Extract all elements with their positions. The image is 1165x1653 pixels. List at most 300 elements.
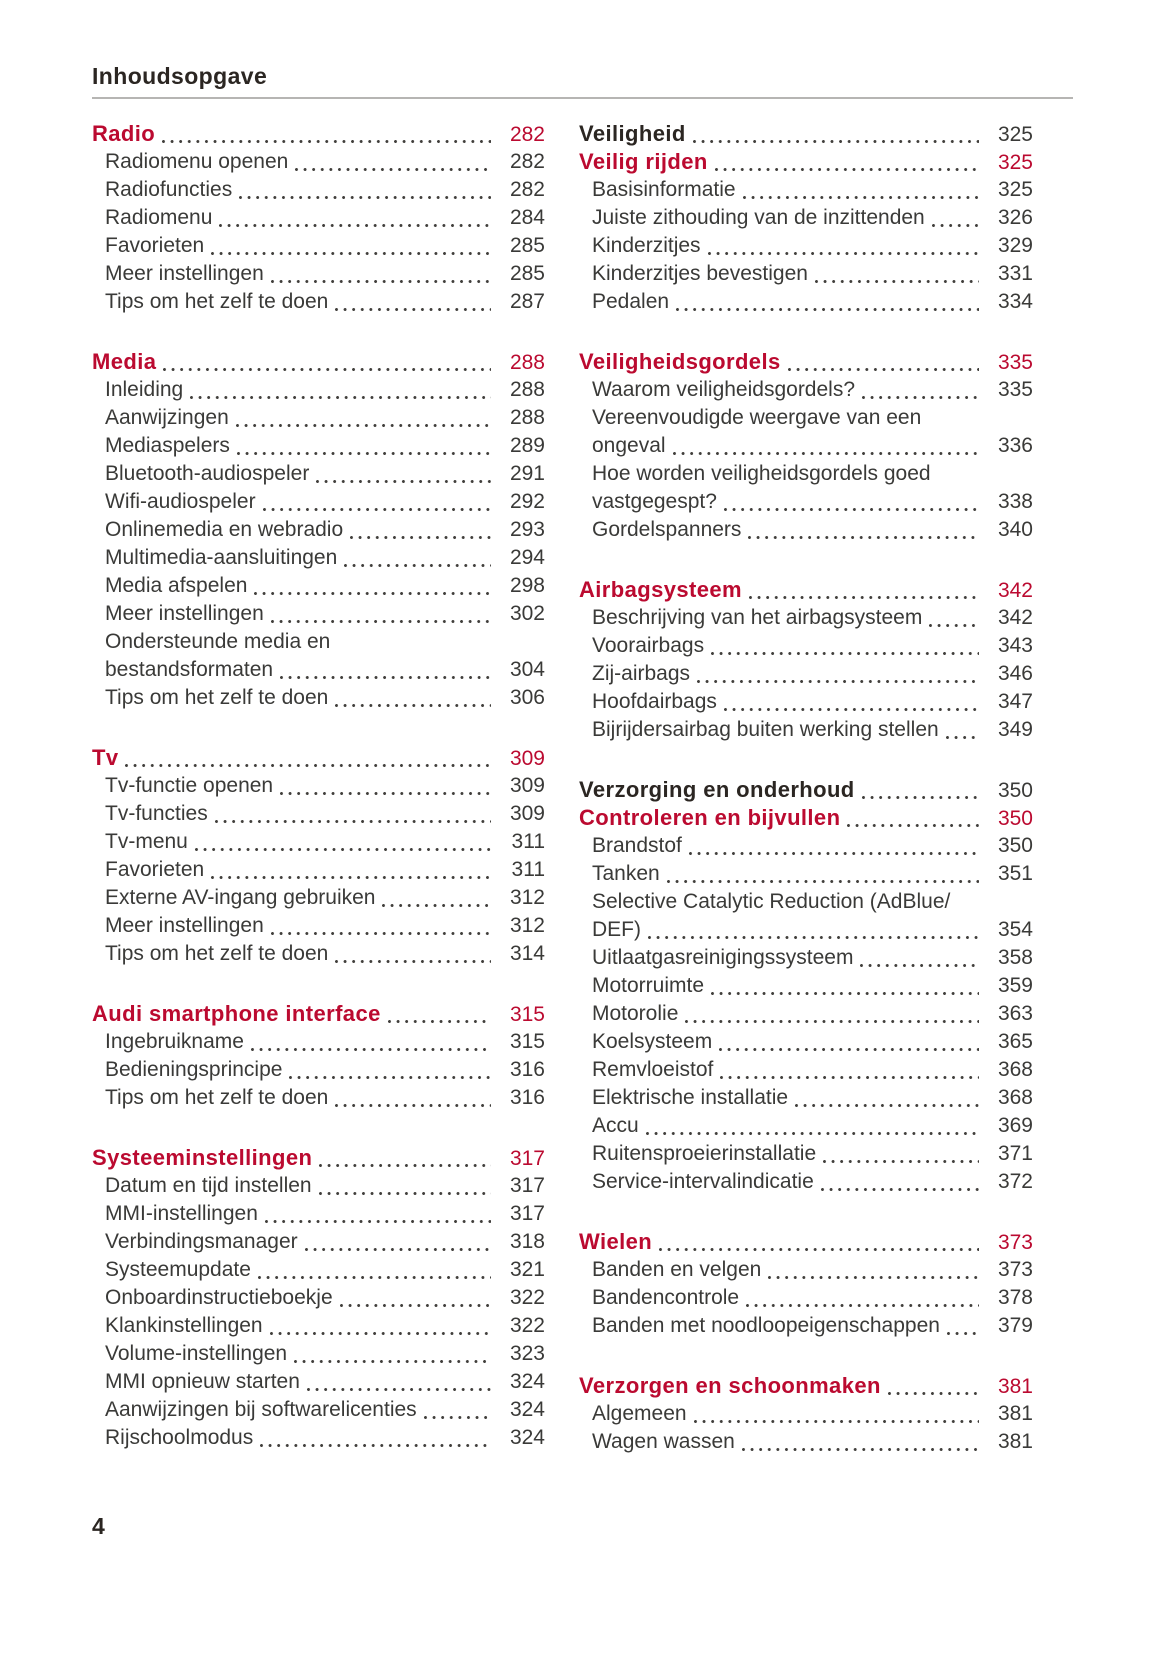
page-ref: 372 xyxy=(997,1170,1033,1193)
page-ref: 324 xyxy=(509,1426,545,1449)
dot-leader xyxy=(211,856,491,884)
entry-label: Pedalen xyxy=(592,290,670,313)
page-ref: 379 xyxy=(997,1314,1033,1337)
page-ref: 282 xyxy=(509,150,545,173)
entry-label: Motorruimte xyxy=(592,974,705,997)
dot-leader xyxy=(888,1372,979,1400)
entry-label: Datum en tijd instellen xyxy=(105,1174,312,1197)
chapter-title: Controleren en bijvullen xyxy=(579,805,841,830)
toc-section xyxy=(92,744,545,968)
page-ref: 368 xyxy=(997,1058,1033,1081)
entry-label: Remvloeistof xyxy=(592,1058,714,1081)
toc-entry xyxy=(579,260,1033,288)
toc-entry xyxy=(92,772,545,800)
page-ref: 309 xyxy=(509,747,545,770)
entry-label: Kinderzitjes bevestigen xyxy=(592,262,808,285)
page-ref: 316 xyxy=(509,1058,545,1081)
toc-entry xyxy=(579,204,1033,232)
toc-entry xyxy=(92,516,545,544)
dot-leader xyxy=(659,1228,979,1256)
chapter-heading-row xyxy=(579,804,1033,832)
entry-label: Klankinstellingen xyxy=(105,1314,263,1337)
toc-section xyxy=(579,576,1033,744)
page-ref: 350 xyxy=(997,807,1033,830)
toc-entry xyxy=(579,832,1033,860)
toc-entry-wrap-first xyxy=(579,460,1033,488)
part-title: Verzorging en onderhoud xyxy=(579,777,855,802)
entry-label: Favorieten xyxy=(105,234,205,257)
entry-label: Koelsysteem xyxy=(592,1030,713,1053)
toc-entry xyxy=(579,1428,1033,1456)
toc-entry xyxy=(92,1368,545,1396)
entry-label: Tips om het zelf te doen xyxy=(105,1086,329,1109)
dot-leader xyxy=(319,1144,491,1172)
toc-section xyxy=(92,1144,545,1452)
toc-entry xyxy=(92,940,545,968)
entry-label: Uitlaatgasreinigingssysteem xyxy=(592,946,854,969)
dot-leader xyxy=(162,120,491,148)
chapter-title: Media xyxy=(92,349,157,374)
page-ref: 285 xyxy=(509,262,545,285)
entry-label: Systeemupdate xyxy=(105,1258,251,1281)
page-ref: 318 xyxy=(509,1230,545,1253)
entry-label: Meer instellingen xyxy=(105,914,264,937)
dot-leader xyxy=(689,832,979,860)
dot-leader xyxy=(335,288,491,316)
dot-leader xyxy=(862,776,979,804)
dot-leader xyxy=(260,1424,491,1452)
chapter-title: Airbagsysteem xyxy=(579,577,742,602)
page-ref: 381 xyxy=(997,1430,1033,1453)
dot-leader xyxy=(307,1368,491,1396)
page-ref: 368 xyxy=(997,1086,1033,1109)
page-ref: 317 xyxy=(509,1147,545,1170)
page-ref: 363 xyxy=(997,1002,1033,1025)
page-ref: 350 xyxy=(997,779,1033,802)
page-ref: 282 xyxy=(509,123,545,146)
dot-leader xyxy=(708,232,979,260)
page-ref: 314 xyxy=(509,942,545,965)
page-ref: 336 xyxy=(997,434,1033,457)
dot-leader xyxy=(258,1256,491,1284)
page-ref: 285 xyxy=(509,234,545,257)
page-ref: 321 xyxy=(509,1258,545,1281)
toc-entry xyxy=(92,260,545,288)
dot-leader xyxy=(340,1284,491,1312)
page-ref: 311 xyxy=(511,858,545,881)
entry-label: Basisinformatie xyxy=(592,178,736,201)
chapter-heading-row xyxy=(92,1000,545,1028)
toc-entry xyxy=(92,912,545,940)
page-ref: 325 xyxy=(997,151,1033,174)
page-ref: 342 xyxy=(997,606,1033,629)
toc-entry xyxy=(92,404,545,432)
toc-entry-wrap-first xyxy=(92,628,545,656)
page-ref: 334 xyxy=(997,290,1033,313)
toc-section xyxy=(579,1372,1033,1456)
toc-entry xyxy=(579,1056,1033,1084)
entry-label: Juiste zithouding van de inzittenden xyxy=(592,206,925,229)
toc-column-right xyxy=(579,120,1033,1456)
dot-leader xyxy=(265,1200,491,1228)
toc-entry xyxy=(579,288,1033,316)
part-heading-row xyxy=(579,120,1033,148)
dot-leader xyxy=(719,1028,979,1056)
entry-label: MMI-instellingen xyxy=(105,1202,258,1225)
entry-label: Motorolie xyxy=(592,1002,679,1025)
page-ref: 346 xyxy=(997,662,1033,685)
toc-entry xyxy=(579,1028,1033,1056)
dot-leader xyxy=(237,432,491,460)
toc-entry xyxy=(92,1396,545,1424)
toc-entry xyxy=(92,656,545,684)
toc-column-left xyxy=(92,120,545,1456)
entry-label: Tv-functie openen xyxy=(105,774,274,797)
page-ref: 329 xyxy=(997,234,1033,257)
dot-leader xyxy=(263,488,491,516)
page-ref: 322 xyxy=(509,1286,545,1309)
dot-leader xyxy=(720,1056,979,1084)
entry-label: Bedieningsprincipe xyxy=(105,1058,283,1081)
toc-entry xyxy=(92,1228,545,1256)
chapter-title: Radio xyxy=(92,121,156,146)
entry-label: Zij-airbags xyxy=(592,662,691,685)
toc-entry xyxy=(579,432,1033,460)
dot-leader xyxy=(344,544,491,572)
part-heading-row xyxy=(579,776,1033,804)
page-ref: 315 xyxy=(509,1003,545,1026)
toc-entry xyxy=(92,204,545,232)
chapter-heading-row xyxy=(579,1372,1033,1400)
entry-label: Rijschoolmodus xyxy=(105,1426,254,1449)
toc-entry xyxy=(92,1200,545,1228)
entry-label: Waarom veiligheidsgordels? xyxy=(592,378,856,401)
toc-entry xyxy=(579,660,1033,688)
entry-label: Ruitensproeierinstallatie xyxy=(592,1142,817,1165)
entry-label: vastgegespt? xyxy=(592,490,717,513)
entry-label: Banden met noodloopeigenschappen xyxy=(592,1314,940,1337)
page-ref: 373 xyxy=(997,1258,1033,1281)
toc-entry xyxy=(579,972,1033,1000)
dot-leader xyxy=(749,576,979,604)
part-title: Veiligheid xyxy=(579,121,686,146)
page-ref: 309 xyxy=(509,774,545,797)
page-ref: 317 xyxy=(509,1174,545,1197)
dot-leader xyxy=(667,860,979,888)
entry-label: Hoe worden veiligheidsgordels goed xyxy=(592,462,931,485)
toc-entry xyxy=(579,1400,1033,1428)
header-rule xyxy=(92,97,1073,99)
entry-label: Hoofdairbags xyxy=(592,690,717,713)
chapter-heading-row xyxy=(92,744,545,772)
page-ref: 324 xyxy=(509,1398,545,1421)
page-ref: 323 xyxy=(509,1342,545,1365)
page-ref: 288 xyxy=(509,351,545,374)
dot-leader xyxy=(929,604,979,632)
dot-leader xyxy=(947,1312,979,1340)
dot-leader xyxy=(862,376,979,404)
page-ref: 306 xyxy=(509,686,545,709)
toc-entry xyxy=(579,632,1033,660)
document-header xyxy=(92,0,1073,99)
page-ref: 322 xyxy=(509,1314,545,1337)
entry-label: Radiofuncties xyxy=(105,178,233,201)
entry-label: Kinderzitjes xyxy=(592,234,701,257)
toc-entry xyxy=(92,856,545,884)
toc-section xyxy=(579,348,1033,544)
page-title: Inhoudsopgave xyxy=(92,63,268,89)
page-ref: 359 xyxy=(997,974,1033,997)
toc-entry xyxy=(579,604,1033,632)
toc-entry xyxy=(579,1000,1033,1028)
toc-entry xyxy=(579,1168,1033,1196)
dot-leader xyxy=(271,260,491,288)
dot-leader xyxy=(815,260,979,288)
chapter-heading-row xyxy=(579,348,1033,376)
toc-entry xyxy=(92,884,545,912)
dot-leader xyxy=(932,204,979,232)
page-ref: 298 xyxy=(509,574,545,597)
entry-label: Beschrijving van het airbagsysteem xyxy=(592,606,923,629)
page-ref: 331 xyxy=(997,262,1033,285)
chapter-title: Veilig rijden xyxy=(579,149,708,174)
toc-entry-wrap-first xyxy=(579,888,1033,916)
page-ref: 365 xyxy=(997,1030,1033,1053)
dot-leader xyxy=(724,488,979,516)
entry-label: Wifi-audiospeler xyxy=(105,490,256,513)
dot-leader xyxy=(388,1000,491,1028)
page-ref: 378 xyxy=(997,1286,1033,1309)
entry-label: ongeval xyxy=(592,434,666,457)
entry-label: Gordelspanners xyxy=(592,518,742,541)
toc-entry xyxy=(579,176,1033,204)
page-ref: 350 xyxy=(997,834,1033,857)
page-ref: 315 xyxy=(509,1030,545,1053)
toc-section xyxy=(579,776,1033,804)
entry-label: Favorieten xyxy=(105,858,205,881)
dot-leader xyxy=(280,772,491,800)
chapter-title: Veiligheidsgordels xyxy=(579,349,781,374)
dot-leader xyxy=(316,460,491,488)
entry-label: Ingebruikname xyxy=(105,1030,244,1053)
toc-entry xyxy=(92,828,545,856)
chapter-title: Tv xyxy=(92,745,119,770)
entry-label: Externe AV-ingang gebruiken xyxy=(105,886,376,909)
dot-leader xyxy=(163,348,491,376)
entry-label: Onlinemedia en webradio xyxy=(105,518,344,541)
entry-label: Onboardinstructieboekje xyxy=(105,1286,333,1309)
chapter-heading-row xyxy=(92,1144,545,1172)
toc-entry xyxy=(92,376,545,404)
toc-entry xyxy=(579,1112,1033,1140)
chapter-heading-row xyxy=(92,120,545,148)
entry-label: Bandencontrole xyxy=(592,1286,740,1309)
dot-leader xyxy=(190,376,491,404)
dot-leader xyxy=(335,684,491,712)
dot-leader xyxy=(646,1112,979,1140)
toc-entry-wrap-first xyxy=(579,404,1033,432)
page-ref: 292 xyxy=(509,490,545,513)
toc-section xyxy=(92,120,545,316)
entry-label: Mediaspelers xyxy=(105,434,230,457)
entry-label: Inleiding xyxy=(105,378,184,401)
entry-label: Tips om het zelf te doen xyxy=(105,290,329,313)
toc-entry xyxy=(92,1424,545,1452)
dot-leader xyxy=(743,176,979,204)
page-ref: 287 xyxy=(509,290,545,313)
toc-entry xyxy=(579,944,1033,972)
chapter-title: Audi smartphone interface xyxy=(92,1001,381,1026)
dot-leader xyxy=(788,348,979,376)
entry-label: Selective Catalytic Reduction (AdBlue/ xyxy=(592,890,951,913)
toc-entry xyxy=(579,516,1033,544)
toc-entry xyxy=(92,232,545,260)
dot-leader xyxy=(711,972,979,1000)
chapter-title: Systeeminstellingen xyxy=(92,1145,313,1170)
page-ref: 349 xyxy=(997,718,1033,741)
page-ref: 302 xyxy=(509,602,545,625)
page-ref: 358 xyxy=(997,946,1033,969)
dot-leader xyxy=(823,1140,979,1168)
chapter-heading-row xyxy=(579,148,1033,176)
dot-leader xyxy=(946,716,979,744)
toc-entry xyxy=(92,1056,545,1084)
dot-leader xyxy=(847,804,979,832)
entry-label: Vereenvoudigde weergave van een xyxy=(592,406,922,429)
page-ref: 373 xyxy=(997,1231,1033,1254)
entry-label: Bijrijdersairbag buiten werking stellen xyxy=(592,718,939,741)
page-ref: 381 xyxy=(997,1375,1033,1398)
page-ref: 335 xyxy=(997,378,1033,401)
toc-entry xyxy=(92,600,545,628)
toc-columns xyxy=(92,120,1073,1456)
toc-section xyxy=(92,1000,545,1112)
toc-section xyxy=(579,1228,1033,1340)
entry-label: Aanwijzingen bij softwarelicenties xyxy=(105,1398,417,1421)
dot-leader xyxy=(648,916,979,944)
page-ref: 371 xyxy=(997,1142,1033,1165)
dot-leader xyxy=(673,432,979,460)
chapter-heading-row xyxy=(579,1228,1033,1256)
page-ref: 343 xyxy=(997,634,1033,657)
dot-leader xyxy=(335,1084,491,1112)
toc-entry xyxy=(92,432,545,460)
page-ref: 311 xyxy=(511,830,545,853)
entry-label: Tanken xyxy=(592,862,660,885)
page-ref: 294 xyxy=(509,546,545,569)
toc-entry xyxy=(579,716,1033,744)
dot-leader xyxy=(280,656,491,684)
entry-label: Service-intervalindicatie xyxy=(592,1170,814,1193)
dot-leader xyxy=(424,1396,491,1424)
entry-label: Radiomenu openen xyxy=(105,150,289,173)
toc-entry xyxy=(579,688,1033,716)
entry-label: Verbindingsmanager xyxy=(105,1230,298,1253)
dot-leader xyxy=(860,944,979,972)
toc-entry xyxy=(579,1140,1033,1168)
dot-leader xyxy=(254,572,491,600)
entry-label: Algemeen xyxy=(592,1402,687,1425)
page-ref: 312 xyxy=(509,886,545,909)
dot-leader xyxy=(676,288,979,316)
page-ref: 309 xyxy=(509,802,545,825)
toc-entry xyxy=(92,1340,545,1368)
toc-entry xyxy=(92,148,545,176)
page-ref: 304 xyxy=(509,658,545,681)
toc-section xyxy=(92,348,545,712)
dot-leader xyxy=(125,744,491,772)
chapter-heading-row xyxy=(92,348,545,376)
dot-leader xyxy=(251,1028,491,1056)
dot-leader xyxy=(768,1256,979,1284)
entry-label: Radiomenu xyxy=(105,206,213,229)
toc-entry xyxy=(92,460,545,488)
dot-leader xyxy=(711,632,979,660)
dot-leader xyxy=(697,660,979,688)
toc-entry xyxy=(92,1284,545,1312)
page-ref: 326 xyxy=(997,206,1033,229)
page-ref: 340 xyxy=(997,518,1033,541)
toc-entry xyxy=(579,376,1033,404)
dot-leader xyxy=(236,404,491,432)
dot-leader xyxy=(350,516,491,544)
toc-entry xyxy=(92,1312,545,1340)
toc-entry xyxy=(92,544,545,572)
page-ref: 317 xyxy=(509,1202,545,1225)
page-ref: 325 xyxy=(997,178,1033,201)
dot-leader xyxy=(319,1172,491,1200)
entry-label: Bluetooth-audiospeler xyxy=(105,462,310,485)
dot-leader xyxy=(239,176,491,204)
dot-leader xyxy=(795,1084,979,1112)
entry-label: Voorairbags xyxy=(592,634,705,657)
entry-label: Meer instellingen xyxy=(105,262,264,285)
dot-leader xyxy=(693,120,979,148)
entry-label: Tv-menu xyxy=(105,830,188,853)
dot-leader xyxy=(742,1428,979,1456)
dot-leader xyxy=(335,940,491,968)
entry-label: Ondersteunde media en xyxy=(105,630,331,653)
toc-entry xyxy=(579,232,1033,260)
page-ref: 335 xyxy=(997,351,1033,374)
page-ref: 289 xyxy=(509,434,545,457)
toc-entry xyxy=(92,1172,545,1200)
chapter-title: Verzorgen en schoonmaken xyxy=(579,1373,881,1398)
page-ref: 284 xyxy=(509,206,545,229)
dot-leader xyxy=(685,1000,979,1028)
dot-leader xyxy=(215,800,491,828)
dot-leader xyxy=(694,1400,979,1428)
page-ref: 325 xyxy=(997,123,1033,146)
page-ref: 324 xyxy=(509,1370,545,1393)
page-ref: 293 xyxy=(509,518,545,541)
entry-label: Brandstof xyxy=(592,834,682,857)
dot-leader xyxy=(270,1312,491,1340)
dot-leader xyxy=(295,148,491,176)
page-ref: 312 xyxy=(509,914,545,937)
dot-leader xyxy=(195,828,491,856)
dot-leader xyxy=(219,204,491,232)
dot-leader xyxy=(305,1228,491,1256)
page-ref: 354 xyxy=(997,918,1033,941)
dot-leader xyxy=(724,688,979,716)
toc-entry xyxy=(579,1256,1033,1284)
toc-entry xyxy=(92,176,545,204)
footer-page-number: 4 xyxy=(92,1513,105,1539)
toc-section xyxy=(579,120,1033,148)
entry-label: Tv-functies xyxy=(105,802,208,825)
dot-leader xyxy=(289,1056,491,1084)
